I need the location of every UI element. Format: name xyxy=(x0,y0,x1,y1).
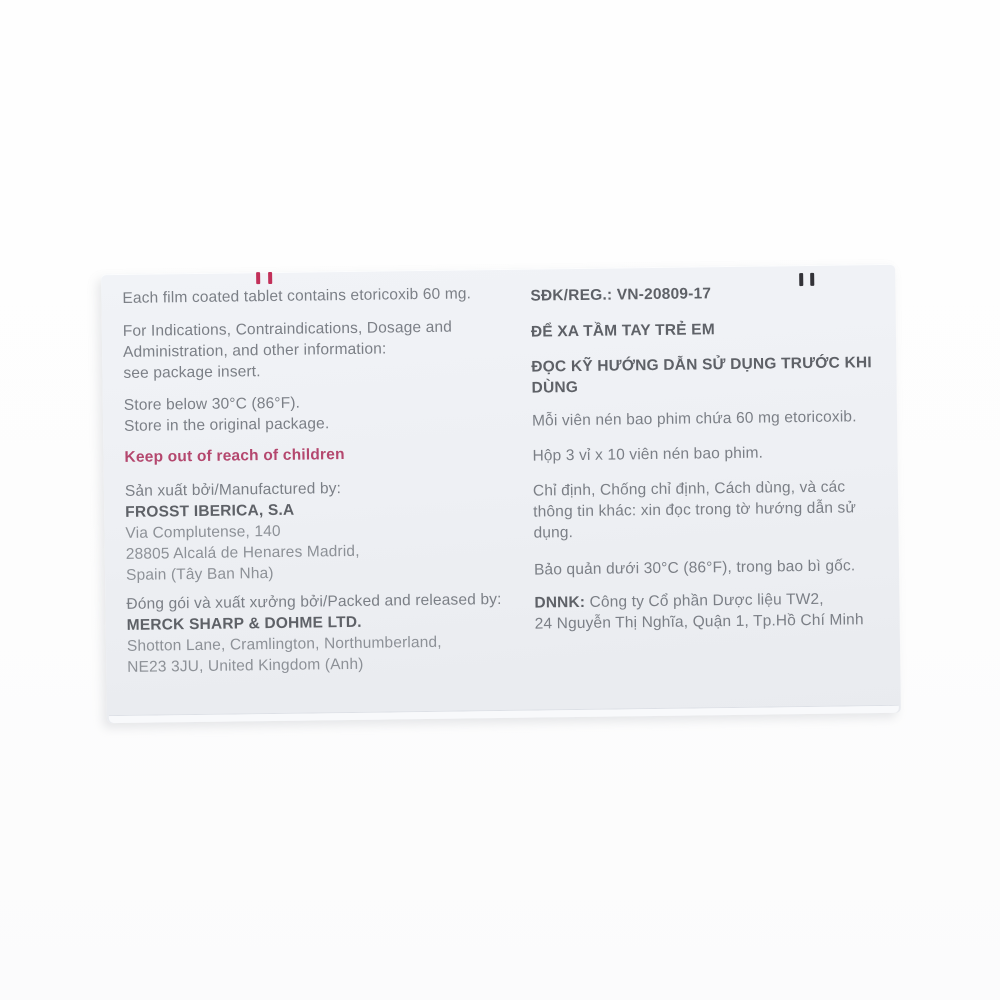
packer-address-line: NE23 3JU, United Kingdom (Anh) xyxy=(127,655,364,676)
packer-name: MERCK SHARP & DOHME LTD. xyxy=(126,613,362,634)
pack-size-line: Hộp 3 vỉ x 10 viên nén bao phim. xyxy=(532,444,764,465)
child-warning-en xyxy=(124,442,526,468)
importer-label: DNNK: xyxy=(534,593,586,612)
importer-address-line: 24 Nguyễn Thị Nghĩa, Quận 1, Tp.Hồ Chí Minh xyxy=(534,611,864,633)
dose-statement-vi xyxy=(532,406,894,432)
warning-line: Keep out of reach of children xyxy=(124,446,345,466)
indications-line: Chỉ định, Chống chỉ định, Cách dùng, và các xyxy=(532,478,846,500)
manufacturer-label: Sản xuất bởi/Manufactured by: xyxy=(124,480,342,500)
storage-line: Store below 30°C (86°F). xyxy=(123,394,301,414)
indications-line: dụng. xyxy=(533,524,574,542)
indications-note-en xyxy=(123,316,526,384)
registration-number xyxy=(530,281,892,307)
panel-column-english xyxy=(122,269,530,723)
manufacturer-address-line: 28805 Alcalá de Henares Madrid, xyxy=(125,542,360,563)
dose-line: Each film coated tablet contains etoricoxib 60 mg. xyxy=(122,285,472,307)
keep-away-warning-vi xyxy=(531,317,893,343)
pack-size-vi xyxy=(532,441,894,467)
registration-number-line: SĐK/REG.: VN-20809-17 xyxy=(530,285,712,305)
storage-note-vi xyxy=(534,555,896,581)
indications-line: see package insert. xyxy=(123,363,261,382)
importer-block xyxy=(534,588,897,635)
manufacturer-address-line: Via Complutense, 140 xyxy=(125,522,281,542)
indications-note-vi xyxy=(533,476,896,544)
read-instructions-line: DÙNG xyxy=(531,378,579,397)
storage-line: Store in the original package. xyxy=(123,415,330,435)
storage-note-en xyxy=(124,390,527,437)
manufacturer-name: FROSST IBERICA, S.A xyxy=(125,501,295,521)
packer-address-line: Shotton Lane, Cramlington, Northumberland, xyxy=(126,633,442,655)
storage-line: Bảo quản dưới 30°C (86°F), trong bao bì gốc. xyxy=(533,557,856,579)
dose-statement-en xyxy=(122,283,524,309)
read-instructions-warning-vi xyxy=(531,352,894,399)
packer-block xyxy=(126,589,529,678)
packer-label: Đóng gói và xuất xưởng bởi/Packed and released by: xyxy=(126,591,502,613)
medicine-box-back-panel xyxy=(101,264,901,723)
indications-line: thông tin khác: xin đọc trong tờ hướng dẫn sử xyxy=(533,499,857,521)
keep-away-line: ĐỂ XA TẦM TAY TRẺ EM xyxy=(530,321,715,341)
read-instructions-line: ĐỌC KỸ HƯỚNG DẪN SỬ DỤNG TRƯỚC KHI xyxy=(531,354,872,376)
manufacturer-block xyxy=(125,476,528,586)
indications-line: For Indications, Contraindications, Dosage and xyxy=(122,318,453,340)
indications-line: Administration, and other information: xyxy=(123,340,387,361)
importer-name: Công ty Cổ phần Dược liệu TW2, xyxy=(585,590,824,611)
panel-column-vietnamese xyxy=(530,264,898,718)
dose-line: Mỗi viên nén bao phim chứa 60 mg etoricoxib. xyxy=(531,408,857,430)
manufacturer-address-line: Spain (Tây Ban Nha) xyxy=(125,564,274,584)
